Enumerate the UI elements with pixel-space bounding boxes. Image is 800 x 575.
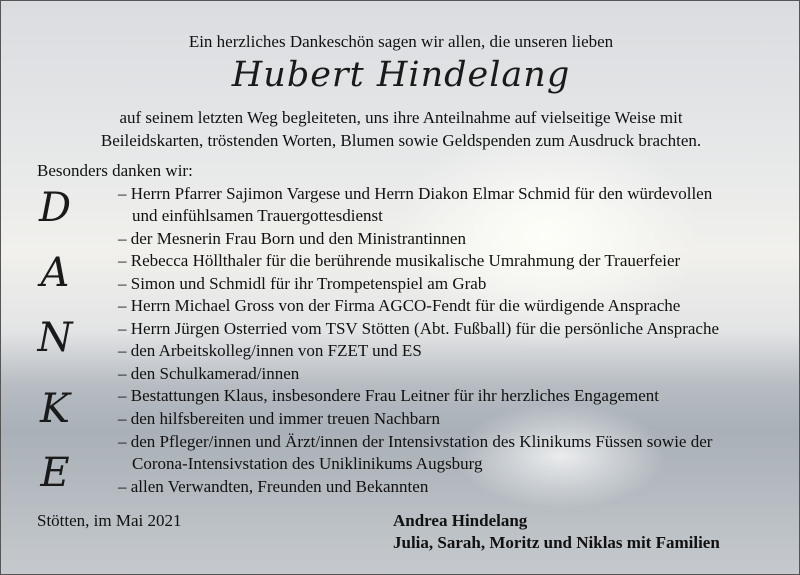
thanks-item: – Herrn Pfarrer Sajimon Vargese und Herrn Diakon Elmar Schmid für den würdevollen	[118, 184, 713, 203]
body-line-1: auf seinem letzten Weg begleiteten, uns ihre Anteilnahme auf vielseitige Weise mit	[119, 108, 683, 127]
danke-letter-k: K	[40, 386, 70, 432]
thanks-item: – allen Verwandten, Freunden und Bekannten	[118, 477, 429, 496]
thanks-item: – der Mesnerin Frau Born und den Ministrantinnen	[118, 229, 466, 248]
danke-letter-a: A	[40, 250, 70, 296]
danke-letter-e: E	[40, 450, 70, 496]
thanks-item-continuation: Corona-Intensivstation des Uniklinikums Augsburg	[132, 454, 483, 473]
intro-text: Ein herzliches Dankeschön sagen wir allen, die unseren lieben	[188, 32, 614, 51]
thanks-item: – Rebecca Höllthaler für die berührende musikalische Umrahmung der Trauerfeier	[118, 251, 681, 270]
thanks-item: – Bestattungen Klaus, insbesondere Frau Leitner für ihr herzliches Engagement	[118, 386, 659, 405]
body-line-2: Beileidskarten, tröstenden Worten, Blumen sowie Geldspenden zum Ausdruck brachten.	[100, 131, 702, 150]
thanks-heading: Besonders danken wir:	[37, 161, 193, 180]
thanks-item: – den hilfsbereiten und immer treuen Nachbarn	[118, 409, 440, 428]
place-date: Stötten, im Mai 2021	[37, 511, 182, 530]
signature-family: Julia, Sarah, Moritz und Niklas mit Familien	[393, 533, 720, 552]
thanks-item: – den Arbeitskolleg/innen von FZET und ES	[118, 341, 422, 360]
thanks-item: – Herrn Michael Gross von der Firma AGCO-Fendt für die würdigende Ansprache	[118, 296, 681, 315]
thanks-item: – den Pfleger/innen und Ärzt/innen der Intensivstation des Klinikums Füssen sowie der	[118, 432, 713, 451]
thanks-item: – den Schulkamerad/innen	[118, 364, 300, 383]
thanks-item: – Simon und Schmidl für ihr Trompetenspiel am Grab	[118, 274, 487, 293]
signature-primary: Andrea Hindelang	[393, 511, 528, 530]
danke-letter-n: N	[37, 315, 73, 361]
thanks-item-continuation: und einfühlsamen Trauergottesdienst	[132, 206, 383, 225]
deceased-name: Hubert Hindelang	[231, 55, 571, 95]
danke-letter-d: D	[38, 185, 72, 231]
thanks-item: – Herrn Jürgen Osterried vom TSV Stötten (Abt. Fußball) für die persönliche Ansprache	[118, 319, 720, 338]
